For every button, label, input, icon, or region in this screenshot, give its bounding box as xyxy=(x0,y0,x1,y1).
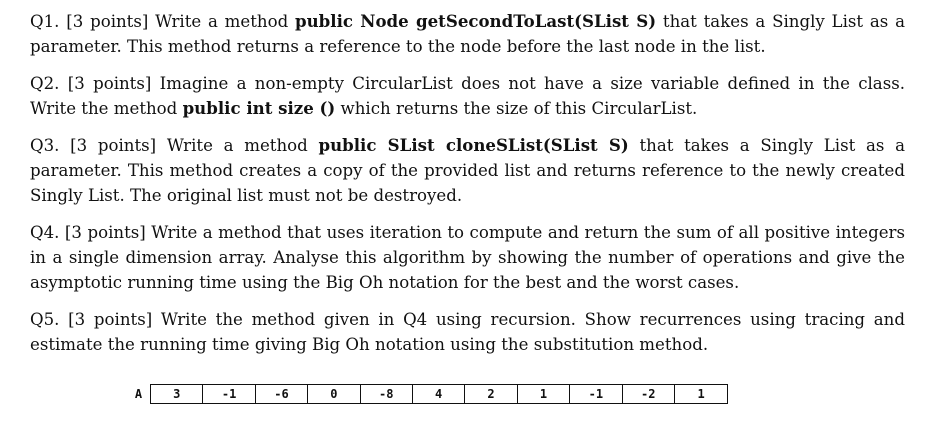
q2-text-end: which returns the size of this CircularList. xyxy=(335,99,698,118)
array-cell: 1 xyxy=(518,385,570,403)
q2-text-start: Q2. [3 points] Imagine a non-empty CircularList does not have a size variable defined in the class. Write the method xyxy=(30,74,905,118)
q4-text: Q4. [3 points] Write a method that uses iteration to compute and return the sum of all positive integers in a single dimension array. Analyse this algorithm by showing the number of operations and give the asymptotic running time using the Big Oh notation for the best and the worst cases. xyxy=(30,223,905,292)
array-cell: 0 xyxy=(308,385,360,403)
document-page xyxy=(30,9,905,369)
q2-method-signature: public int size () xyxy=(182,98,336,118)
q1-text-start: Q1. [3 points] Write a method xyxy=(30,12,296,31)
array-cell: 3 xyxy=(151,385,203,403)
q1-method-signature: public Node getSecondToLast(SList S) xyxy=(295,11,657,31)
array-cell: -2 xyxy=(623,385,675,403)
array-cell: 1 xyxy=(697,387,705,401)
q5-text: Q5. [3 points] Write the method given in Q4 using recursion. Show recurrences using tracing and estimate the running time giving Big Oh notation using the substitution method. xyxy=(30,310,905,354)
array-cell: 4 xyxy=(413,385,465,403)
question-5 xyxy=(30,307,905,357)
array-cell: -6 xyxy=(256,385,308,403)
q3-text-end: that takes a Singly List as a parameter. This method creates a copy of the provided list and returns reference to the newly created Singly List. The original list must not be destroyed. xyxy=(30,136,905,205)
q1-text-end: that takes a Singly List as a parameter. This method returns a reference to the node before the last node in the list. xyxy=(30,12,905,56)
array-cell: 2 xyxy=(465,385,517,403)
array-label: A xyxy=(134,387,143,401)
question-4 xyxy=(30,220,905,295)
array-diagram xyxy=(127,384,728,404)
q3-method-signature: public SList cloneSList(SList S) xyxy=(318,135,629,155)
question-2 xyxy=(30,71,905,121)
array-cell: -1 xyxy=(570,385,622,403)
array-cells xyxy=(150,384,728,404)
question-1 xyxy=(30,9,905,59)
q3-text-start: Q3. [3 points] Write a method xyxy=(30,136,319,155)
array-cell: -1 xyxy=(203,385,255,403)
question-3 xyxy=(30,133,905,208)
array-cell: -8 xyxy=(361,385,413,403)
